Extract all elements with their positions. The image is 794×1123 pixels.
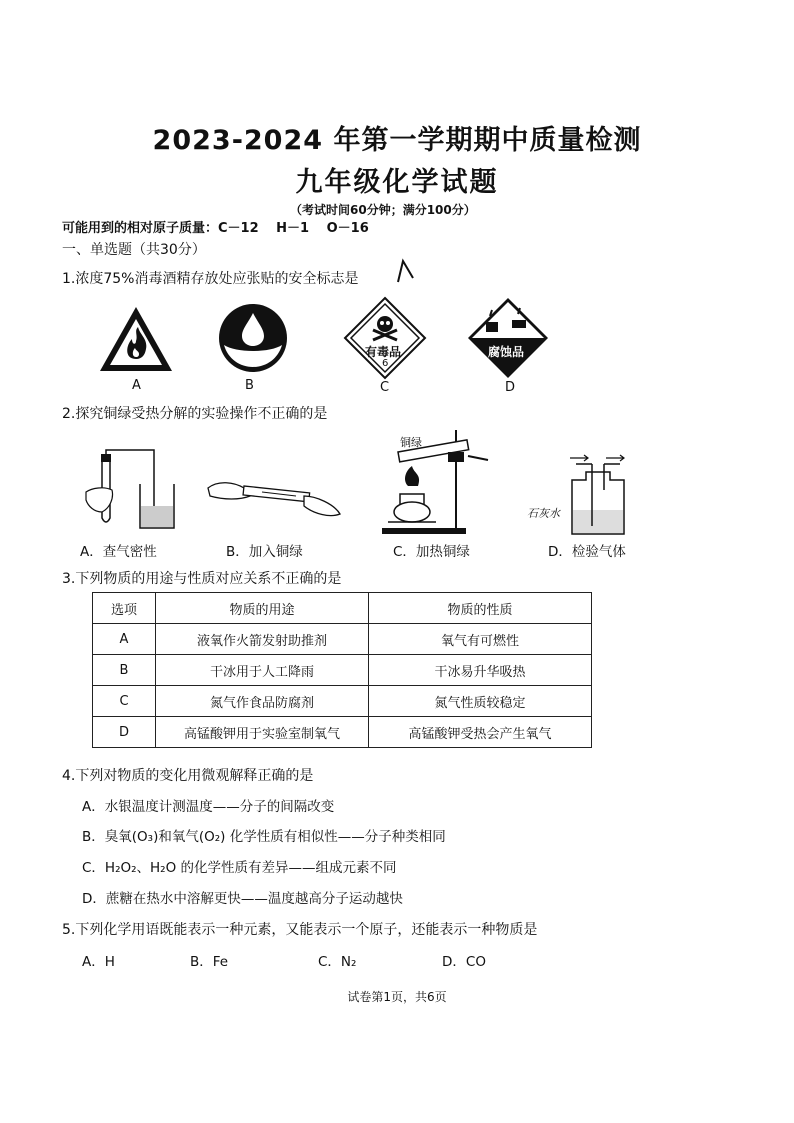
add-copper-green-diagram <box>204 470 344 530</box>
limewater-label: 石灰水 <box>527 507 560 520</box>
table-header-cell: 选项 <box>93 593 156 624</box>
toxic-sign-text: 有毒品 <box>365 345 402 359</box>
airtightness-check-diagram <box>82 448 192 538</box>
table-cell: 氧气有可燃性 <box>369 624 592 655</box>
question-4-text: 4.下列对物质的变化用微观解释正确的是 <box>62 768 314 784</box>
page-footer: 试卷第1页，共6页 <box>347 990 447 1004</box>
q4-option-d: D．蔗糖在热水中溶解更快——温度越高分子运动越快 <box>82 891 403 907</box>
q1-option-c-label: C <box>380 380 390 395</box>
toxic-sign-number: 6 <box>382 358 389 369</box>
table-cell: 氮气作食品防腐剂 <box>156 686 369 717</box>
table-cell: B <box>93 655 156 686</box>
q2-option-c: C．加热铜绿 <box>393 544 470 560</box>
q4-option-c: C．H₂O₂、H₂O 的化学性质有差异——组成元素不同 <box>82 860 397 876</box>
q3-table <box>92 592 592 748</box>
q5-option-d: D．CO <box>442 954 486 970</box>
q2-option-a: A．查气密性 <box>80 544 157 560</box>
table-cell: 氮气性质较稳定 <box>369 686 592 717</box>
flammable-sign-icon <box>98 305 174 373</box>
section-title: 一、单选题（共30分） <box>62 242 206 258</box>
table-header-cell: 物质的用途 <box>156 593 369 624</box>
exam-subtitle: 九年级化学试题 <box>295 167 499 198</box>
table-row <box>93 717 592 748</box>
question-3-text: 3.下列物质的用途与性质对应关系不正确的是 <box>62 571 342 587</box>
question-5-text: 5.下列化学用语既能表示一种元素，又能表示一个原子，还能表示一种物质是 <box>62 922 538 938</box>
q1-option-d-label: D <box>505 380 516 395</box>
table-row <box>93 624 592 655</box>
question-1-text: 1.浓度75%消毒酒精存放处应张贴的安全标志是 <box>62 271 359 287</box>
gas-test-bottle-diagram <box>562 470 642 540</box>
q5-option-c: C．N₂ <box>318 954 357 970</box>
table-cell: A <box>93 624 156 655</box>
atomic-masses: 可能用到的相对原子质量：C－12 H－1 O－16 <box>62 221 369 236</box>
handwritten-mark <box>396 258 416 284</box>
q4-option-a: A．水银温度计测温度——分子的间隔改变 <box>82 799 335 815</box>
heating-apparatus-diagram <box>378 426 498 536</box>
table-header-row <box>93 593 592 624</box>
table-cell: 液氧作火箭发射助推剂 <box>156 624 369 655</box>
exam-title: 2023-2024 年第一学期期中质量检测 <box>152 125 642 156</box>
copper-green-label: 铜绿 <box>400 436 422 449</box>
question-2-text: 2.探究铜绿受热分解的实验操作不正确的是 <box>62 406 328 422</box>
corrosive-sign-text: 腐蚀品 <box>488 345 525 359</box>
q1-option-a-label: A <box>132 378 141 393</box>
table-cell: 高锰酸钾受热会产生氧气 <box>369 717 592 748</box>
table-row <box>93 655 592 686</box>
q2-option-d: D．检验气体 <box>548 544 626 560</box>
q4-option-b: B．臭氧(O₃)和氧气(O₂) 化学性质有相似性——分子种类相同 <box>82 829 446 845</box>
exam-note: （考试时间60分钟；满分100分） <box>290 203 476 217</box>
q2-option-b: B．加入铜绿 <box>226 544 303 560</box>
table-cell: D <box>93 717 156 748</box>
water-reactive-sign-icon <box>218 303 288 373</box>
table-cell: 干冰用于人工降雨 <box>156 655 369 686</box>
corrosive-sign-icon <box>466 296 550 380</box>
q1-option-b-label: B <box>245 378 254 393</box>
table-header-cell: 物质的性质 <box>369 593 592 624</box>
table-cell: 干冰易升华吸热 <box>369 655 592 686</box>
table-row <box>93 686 592 717</box>
table-cell: C <box>93 686 156 717</box>
q5-option-a: A．H <box>82 954 115 970</box>
q5-option-b: B．Fe <box>190 954 229 970</box>
table-cell: 高锰酸钾用于实验室制氧气 <box>156 717 369 748</box>
